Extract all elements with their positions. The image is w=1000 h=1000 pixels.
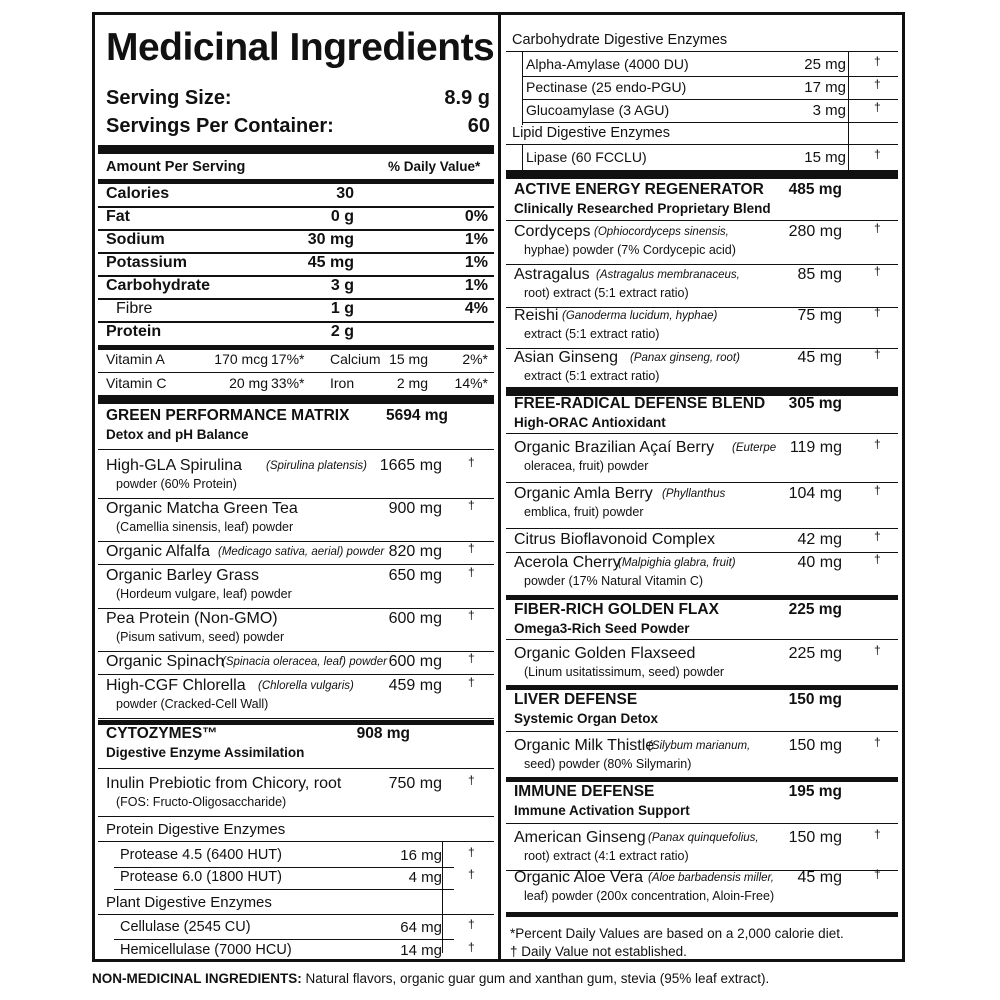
- ingredient-latin-name: (Malpighia glabra, fruit): [618, 557, 736, 569]
- rule: [98, 372, 494, 373]
- ingredient-latin-name: (Medicago sativa, aerial) powder: [218, 546, 385, 558]
- nutrient-name: Fat: [106, 208, 130, 225]
- enzyme-name: Hemicellulase (7000 HCU): [120, 942, 292, 958]
- dagger-mark: †: [874, 867, 881, 881]
- ingredient-detail: hyphae) powder (7% Cordycepic acid): [524, 243, 736, 257]
- ingredient-detail: root) extract (5:1 extract ratio): [524, 286, 689, 300]
- non-medicinal-ingredients: [92, 971, 769, 986]
- ingredient-latin-name: (Ganoderma lucidum, hyphae): [562, 310, 718, 322]
- ingredient-detail: (Hordeum vulgare, leaf) powder: [116, 587, 292, 601]
- enzyme-amount: 15 mg: [804, 149, 846, 166]
- indent-line: [522, 144, 523, 171]
- ingredient-name: Asian Ginseng: [514, 349, 619, 366]
- blend-amount: 908 mg: [356, 725, 410, 742]
- nutrient-daily-value: 4%: [464, 300, 488, 317]
- daily-value-footnote: *Percent Daily Values are based on a 2,000 calorie diet.: [510, 926, 844, 941]
- dagger-mark: †: [468, 541, 475, 555]
- nutrient-daily-value: 1%: [464, 277, 488, 294]
- amount-column-line: [848, 51, 849, 171]
- ingredient-amount: 85 mg: [797, 266, 842, 283]
- ingredient-latin-name: (Panax quinquefolius,: [648, 832, 759, 844]
- nutrient-daily-value: 1%: [464, 231, 488, 248]
- mineral-daily-value: 14%*: [454, 375, 488, 391]
- rule: [98, 674, 494, 675]
- rule: [506, 777, 898, 782]
- vitamin-amount: 170 mcg: [214, 351, 268, 367]
- ingredient-detail: powder (Cracked-Cell Wall): [116, 697, 269, 711]
- blend-subtitle: Immune Activation Support: [514, 803, 690, 818]
- rule: [506, 51, 898, 52]
- nutrient-amount: 2 g: [330, 323, 354, 340]
- ingredient-name: Organic Barley Grass: [106, 567, 259, 584]
- blend-name: FREE-RADICAL DEFENSE BLEND: [514, 395, 766, 412]
- enzyme-amount: 14 mg: [400, 942, 442, 959]
- rule: [506, 264, 898, 265]
- rule: [506, 685, 898, 690]
- mineral-amount: 2 mg: [396, 375, 428, 391]
- ingredient-name: Organic Golden Flaxseed: [514, 645, 696, 662]
- rule: [506, 731, 898, 732]
- ingredient-detail: (Camellia sinensis, leaf) powder: [116, 520, 294, 534]
- nutrient-amount: 45 mg: [307, 254, 354, 271]
- thick-rule: [98, 145, 494, 154]
- ingredient-name: Cordyceps: [514, 223, 591, 240]
- rule: [506, 528, 898, 529]
- ingredient-latin-name: (Ophiocordyceps sinensis,: [594, 226, 729, 238]
- nutrient-name: Carbohydrate: [106, 277, 211, 294]
- rule: [522, 122, 898, 123]
- vitamin-daily-value: 33%*: [271, 375, 305, 391]
- rule: [506, 823, 898, 824]
- ingredient-name: High-GLA Spirulina: [106, 457, 243, 474]
- ingredient-latin-name: (Spirulina platensis): [266, 460, 367, 472]
- enzyme-name: Pectinase (25 endo-PGU): [526, 79, 687, 95]
- dagger-mark: †: [874, 54, 881, 68]
- dagger-mark: †: [874, 100, 881, 114]
- ingredient-name: Organic Milk Thistle: [514, 737, 655, 754]
- panel-title: Medicinal Ingredients: [106, 26, 495, 69]
- nutrient-daily-value: 1%: [464, 254, 488, 271]
- ingredient-name: Inulin Prebiotic from Chicory, root: [106, 775, 342, 792]
- ingredient-name: Pea Protein (Non-GMO): [106, 610, 278, 627]
- ingredient-amount: 600 mg: [388, 610, 442, 627]
- dagger-mark: †: [468, 867, 475, 881]
- rule: [506, 220, 898, 221]
- dagger-mark: †: [874, 552, 881, 566]
- serving-size-value: 8.9 g: [444, 87, 490, 109]
- ingredient-latin-name: (Phyllanthus: [662, 488, 726, 500]
- ingredient-name: Organic Aloe Vera: [514, 869, 643, 886]
- ingredient-detail: emblica, fruit) powder: [524, 505, 644, 519]
- rule: [98, 816, 494, 817]
- ingredient-detail: extract (5:1 extract ratio): [524, 327, 660, 341]
- rule: [98, 206, 494, 208]
- ingredient-name: Reishi: [514, 307, 559, 324]
- rule: [506, 433, 898, 434]
- blend-amount: 150 mg: [788, 691, 842, 708]
- ingredient-name: Organic Matcha Green Tea: [106, 500, 298, 517]
- non-medicinal-label: NON-MEDICINAL INGREDIENTS:: [92, 971, 302, 986]
- rule: [98, 449, 494, 450]
- dagger-mark: †: [874, 735, 881, 749]
- enzyme-name: Protease 4.5 (6400 HUT): [120, 847, 282, 863]
- amount-per-serving-header: Amount Per Serving: [106, 159, 246, 175]
- dagger-mark: †: [874, 483, 881, 497]
- enzyme-name: Lipase (60 FCCLU): [526, 149, 647, 165]
- ingredient-name: Organic Brazilian Açaí Berry: [514, 439, 715, 456]
- blend-amount: 485 mg: [788, 181, 842, 198]
- rule: [506, 170, 898, 179]
- ingredient-detail: (Linum usitatissimum, seed) powder: [524, 665, 725, 679]
- servings-per-container-value: 60: [467, 115, 490, 137]
- ingredient-amount: 150 mg: [788, 829, 842, 846]
- carb-enzymes-label: Carbohydrate Digestive Enzymes: [512, 32, 728, 48]
- vitamin-name: Vitamin A: [106, 351, 165, 367]
- enzyme-name: Alpha-Amylase (4000 DU): [526, 56, 689, 72]
- vitamin-amount: 20 mg: [229, 375, 268, 391]
- rule: [98, 395, 494, 404]
- dagger-mark: †: [874, 347, 881, 361]
- ingredient-amount: 40 mg: [797, 554, 842, 571]
- blend-subtitle: Omega3-Rich Seed Powder: [514, 621, 690, 636]
- dagger-mark: †: [874, 264, 881, 278]
- dagger-mark: †: [874, 437, 881, 451]
- enzyme-amount: 25 mg: [804, 56, 846, 73]
- serving-size-label: Serving Size:: [106, 87, 232, 109]
- ingredient-amount: 820 mg: [388, 543, 442, 560]
- dagger-mark: †: [874, 77, 881, 91]
- rule: [522, 76, 898, 77]
- rule: [98, 608, 494, 609]
- ingredient-amount: 45 mg: [797, 349, 842, 366]
- ingredient-latin-name: (Chlorella vulgaris): [258, 680, 354, 692]
- blend-amount: 5694 mg: [385, 407, 448, 424]
- rule: [506, 144, 898, 145]
- blend-name: ACTIVE ENERGY REGENERATOR: [514, 181, 764, 198]
- ingredient-amount: 75 mg: [797, 307, 842, 324]
- dagger-mark: †: [468, 773, 475, 787]
- ingredient-amount: 280 mg: [788, 223, 842, 240]
- ingredient-name: Organic Spinach: [106, 653, 225, 670]
- blend-amount: 225 mg: [788, 601, 842, 618]
- rule: [114, 867, 454, 868]
- dagger-mark: †: [468, 608, 475, 622]
- nutrient-name: Protein: [106, 323, 162, 340]
- blend-subtitle: High-ORAC Antioxidant: [514, 415, 666, 430]
- ingredient-amount: 600 mg: [388, 653, 442, 670]
- ingredient-detail: powder (60% Protein): [116, 477, 237, 491]
- nutrient-amount: 0 g: [330, 208, 354, 225]
- ingredient-name: Organic Alfalfa: [106, 543, 211, 560]
- rule: [506, 552, 898, 553]
- blend-subtitle: Systemic Organ Detox: [514, 711, 659, 726]
- dagger-mark: †: [468, 498, 475, 512]
- rule: [98, 718, 494, 719]
- not-established-footnote: † Daily Value not established.: [510, 944, 687, 959]
- vitamin-daily-value: 17%*: [271, 351, 305, 367]
- ingredient-amount: 42 mg: [797, 531, 842, 548]
- ingredient-amount: 459 mg: [388, 677, 442, 694]
- rule: [98, 914, 494, 915]
- enzyme-name: Glucoamylase (3 AGU): [526, 102, 670, 118]
- enzyme-amount: 17 mg: [804, 79, 846, 96]
- vitamin-name: Vitamin C: [106, 375, 167, 391]
- rule: [98, 564, 494, 565]
- ingredient-amount: 45 mg: [797, 869, 842, 886]
- ingredient-latin-name: (Spinacia oleracea, leaf) powder: [222, 656, 387, 668]
- nutrient-amount: 30: [336, 185, 354, 202]
- ingredient-amount: 119 mg: [789, 439, 842, 456]
- rule: [114, 889, 454, 890]
- rule: [98, 841, 494, 842]
- rule: [114, 939, 454, 940]
- nutrient-name: Calories: [106, 185, 170, 202]
- nutrient-name: Fibre: [116, 300, 153, 317]
- ingredient-detail: leaf) powder (200x concentration, Aloin-Free): [524, 889, 775, 903]
- rule: [98, 298, 494, 300]
- servings-per-container-label: Servings Per Container:: [106, 115, 334, 137]
- blend-name: CYTOZYMES™: [106, 725, 218, 742]
- ingredient-name: American Ginseng: [514, 829, 646, 846]
- nutrient-amount: 30 mg: [307, 231, 354, 248]
- ingredient-latin-name: (Euterpe: [732, 442, 777, 454]
- dagger-mark: †: [468, 940, 475, 954]
- dagger-mark: †: [468, 917, 475, 931]
- ingredient-name: Acerola Cherry: [514, 554, 621, 571]
- amount-column-line: [442, 841, 443, 953]
- rule: [98, 498, 494, 499]
- ingredient-name: Citrus Bioflavonoid Complex: [514, 531, 715, 548]
- ingredient-detail: oleracea, fruit) powder: [524, 459, 649, 473]
- lipid-enzymes-label: Lipid Digestive Enzymes: [512, 125, 670, 141]
- ingredient-latin-name: (Astragalus membranaceus,: [596, 269, 740, 281]
- ingredient-amount: 104 mg: [788, 485, 842, 502]
- rule: [506, 595, 898, 600]
- mineral-daily-value: 2%*: [462, 351, 488, 367]
- rule: [98, 541, 494, 542]
- ingredient-detail: powder (17% Natural Vitamin C): [524, 574, 704, 588]
- dagger-mark: †: [874, 221, 881, 235]
- ingredient-detail: (FOS: Fructo-Oligosaccharide): [116, 795, 287, 809]
- ingredient-amount: 150 mg: [788, 737, 842, 754]
- ingredient-name: Astragalus: [514, 266, 590, 283]
- protein-enzymes-label: Protein Digestive Enzymes: [106, 821, 286, 838]
- nutrient-amount: 3 g: [330, 277, 354, 294]
- rule: [98, 179, 494, 184]
- rule: [506, 912, 898, 917]
- dagger-mark: †: [874, 827, 881, 841]
- nutrient-name: Sodium: [106, 231, 165, 248]
- daily-value-header: % Daily Value*: [388, 159, 481, 174]
- dagger-mark: †: [874, 305, 881, 319]
- mineral-name: Calcium: [330, 351, 381, 367]
- nutrient-name: Potassium: [106, 254, 187, 271]
- rule: [506, 482, 898, 483]
- blend-name: FIBER-RICH GOLDEN FLAX: [514, 601, 719, 618]
- column-divider: [498, 12, 501, 962]
- enzyme-amount: 64 mg: [400, 919, 442, 936]
- enzyme-amount: 4 mg: [408, 869, 442, 886]
- ingredient-amount: 650 mg: [388, 567, 442, 584]
- non-medicinal-text: Natural flavors, organic guar gum and xanthan gum, stevia (95% leaf extract).: [301, 971, 770, 986]
- dagger-mark: †: [874, 529, 881, 543]
- ingredient-name: High-CGF Chlorella: [106, 677, 246, 694]
- ingredient-amount: 225 mg: [788, 645, 842, 662]
- mineral-name: Iron: [330, 375, 355, 391]
- rule: [98, 768, 494, 769]
- blend-name: IMMUNE DEFENSE: [514, 783, 655, 800]
- rule: [506, 639, 898, 640]
- enzyme-name: Protease 6.0 (1800 HUT): [120, 869, 282, 885]
- ingredient-detail: root) extract (4:1 extract ratio): [524, 849, 689, 863]
- blend-name: GREEN PERFORMANCE MATRIX: [106, 407, 350, 424]
- blend-subtitle: Detox and pH Balance: [106, 427, 249, 442]
- blend-subtitle: Clinically Researched Proprietary Blend: [514, 201, 771, 216]
- blend-amount: 305 mg: [788, 395, 842, 412]
- plant-enzymes-label: Plant Digestive Enzymes: [106, 894, 272, 911]
- blend-name: LIVER DEFENSE: [514, 691, 638, 708]
- ingredient-amount: 750 mg: [388, 775, 442, 792]
- mineral-amount: 15 mg: [389, 351, 428, 367]
- ingredient-detail: (Pisum sativum, seed) powder: [116, 630, 285, 644]
- rule: [98, 345, 494, 350]
- dagger-mark: †: [468, 675, 475, 689]
- ingredient-latin-name: (Silybum marianum,: [648, 740, 751, 752]
- enzyme-name: Cellulase (2545 CU): [120, 919, 251, 935]
- nutrient-daily-value: 0%: [464, 208, 488, 225]
- dagger-mark: †: [468, 565, 475, 579]
- rule: [98, 651, 494, 652]
- rule: [522, 99, 898, 100]
- dagger-mark: †: [874, 147, 881, 161]
- ingredient-latin-name: (Panax ginseng, root): [630, 352, 740, 364]
- dagger-mark: †: [468, 651, 475, 665]
- enzyme-amount: 3 mg: [812, 102, 846, 119]
- dagger-mark: †: [468, 455, 475, 469]
- blend-amount: 195 mg: [788, 783, 842, 800]
- ingredient-amount: 1665 mg: [379, 457, 442, 474]
- ingredient-detail: extract (5:1 extract ratio): [524, 369, 660, 383]
- blend-subtitle: Digestive Enzyme Assimilation: [106, 745, 305, 760]
- enzyme-amount: 16 mg: [400, 847, 442, 864]
- ingredient-latin-name: (Aloe barbadensis miller,: [648, 872, 774, 884]
- nutrient-amount: 1 g: [330, 300, 354, 317]
- dagger-mark: †: [468, 845, 475, 859]
- ingredient-amount: 900 mg: [388, 500, 442, 517]
- ingredient-name: Organic Amla Berry: [514, 485, 653, 502]
- indent-line: [522, 51, 523, 125]
- ingredient-detail: seed) powder (80% Silymarin): [524, 757, 692, 771]
- dagger-mark: †: [874, 643, 881, 657]
